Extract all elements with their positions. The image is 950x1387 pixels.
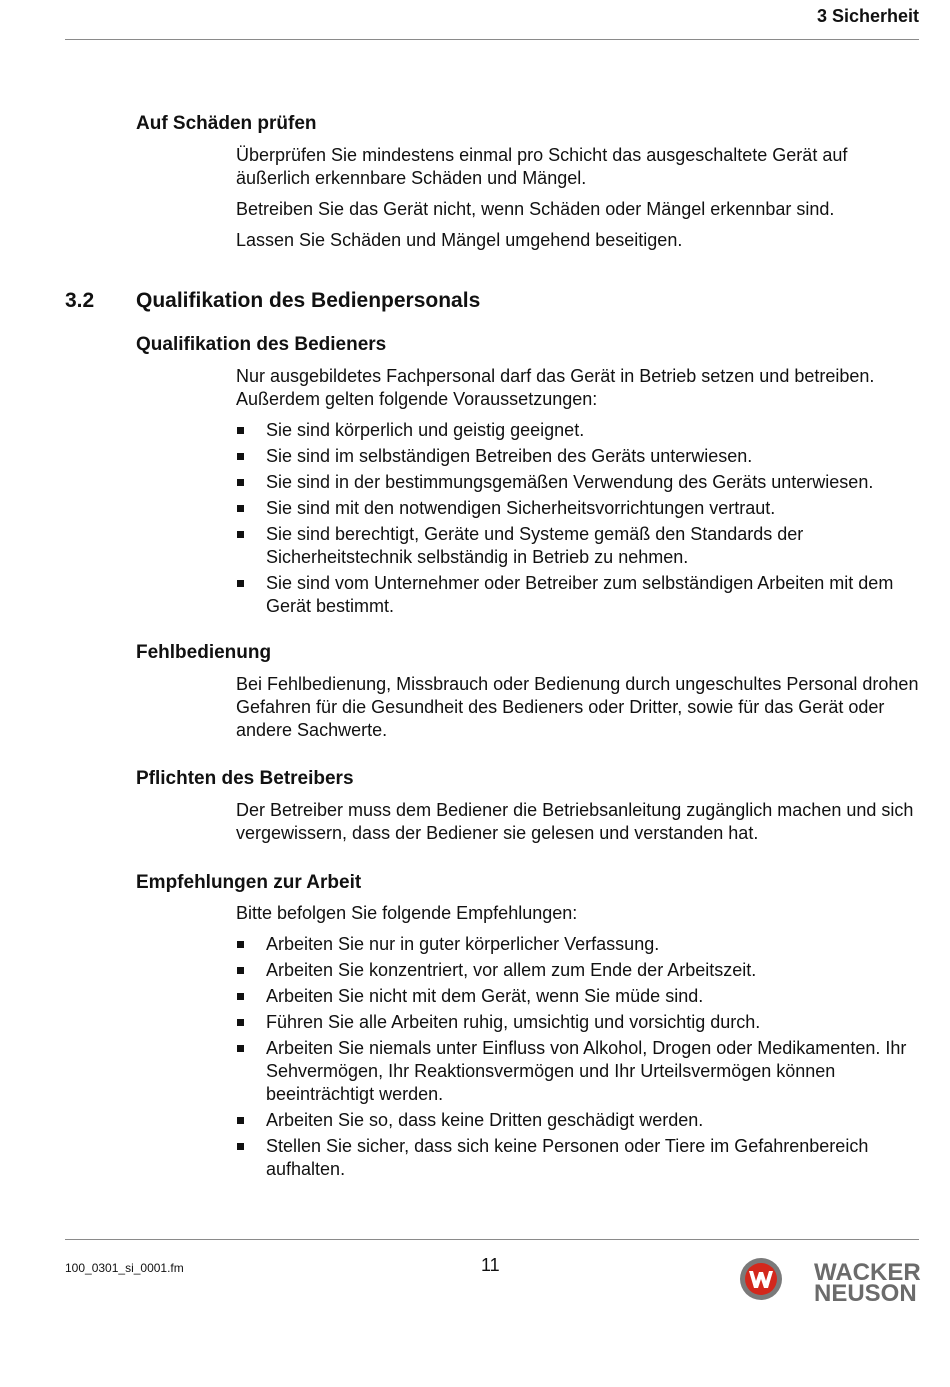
list-item-text: Stellen Sie sicher, dass sich keine Personen oder Tiere im Gefahrenbereich aufhalten. xyxy=(266,1136,869,1179)
bullet-square-icon xyxy=(237,531,244,538)
check-damage-paragraph: Betreiben Sie das Gerät nicht, wenn Schäden oder Mängel erkennbar sind. xyxy=(236,199,835,219)
list-item xyxy=(236,523,926,569)
list-item-text: Arbeiten Sie nicht mit dem Gerät, wenn Sie müde sind. xyxy=(266,986,704,1006)
list-item-text: Führen Sie alle Arbeiten ruhig, umsichtig und vorsichtig durch. xyxy=(266,1012,761,1032)
list-item xyxy=(236,985,926,1008)
list-item-text: Sie sind im selbständigen Betreiben des Geräts unterwiesen. xyxy=(266,446,753,466)
list-item-text: Sie sind in der bestimmungsgemäßen Verwendung des Geräts unterwiesen. xyxy=(266,472,874,492)
operator-qualification-heading: Qualifikation des Bedieners xyxy=(136,334,387,355)
operator-duties-heading: Pflichten des Betreibers xyxy=(136,768,354,789)
bullet-square-icon xyxy=(237,967,244,974)
bullet-square-icon xyxy=(237,1143,244,1150)
section-title: Qualifikation des Bedienpersonals xyxy=(136,289,481,312)
bullet-square-icon xyxy=(237,479,244,486)
check-damage-body xyxy=(236,144,926,252)
list-item xyxy=(236,497,926,520)
list-item-text: Arbeiten Sie konzentriert, vor allem zum Ende der Arbeitszeit. xyxy=(266,960,757,980)
list-item xyxy=(236,471,926,494)
list-item xyxy=(236,1109,926,1132)
bullet-square-icon xyxy=(237,941,244,948)
operator-duties-text: Der Betreiber muss dem Bediener die Betriebsanleitung zugänglich machen und sich vergewissern, dass der Bediener sie gelesen und verstanden hat. xyxy=(236,800,914,843)
operator-duties-body xyxy=(236,799,926,845)
list-item xyxy=(236,1011,926,1034)
list-item-text: Arbeiten Sie so, dass keine Dritten geschädigt werden. xyxy=(266,1110,704,1130)
list-item-text: Arbeiten Sie niemals unter Einfluss von Alkohol, Drogen oder Medikamenten. Ihr Sehvermögen, Ihr Reaktionsvermögen und Ihr Urteilsvermögen können beeinträchtigt werden. xyxy=(266,1038,907,1104)
wacker-neuson-emblem-icon xyxy=(738,1256,784,1302)
bullet-square-icon xyxy=(237,993,244,1000)
list-item-text: Sie sind mit den notwendigen Sicherheitsvorrichtungen vertraut. xyxy=(266,498,776,518)
list-item xyxy=(236,572,926,618)
bullet-square-icon xyxy=(237,453,244,460)
list-item xyxy=(236,959,926,982)
misuse-heading: Fehlbedienung xyxy=(136,642,272,663)
header-rule xyxy=(65,39,919,40)
operator-qualification-list xyxy=(236,419,926,618)
list-item-text: Sie sind körperlich und geistig geeignet. xyxy=(266,420,585,440)
operator-qualification-body xyxy=(236,365,926,621)
operator-qualification-intro: Nur ausgebildetes Fachpersonal darf das Gerät in Betrieb setzen und betreiben. Außerdem gelten folgende Voraussetzungen: xyxy=(236,366,875,409)
list-item xyxy=(236,1037,926,1106)
logo-word-wacker: WACKER xyxy=(814,1259,921,1286)
check-damage-heading: Auf Schäden prüfen xyxy=(136,113,317,134)
check-damage-paragraph: Überprüfen Sie mindestens einmal pro Schicht das ausgeschaltete Gerät auf äußerlich erkennbare Schäden und Mängel. xyxy=(236,145,848,188)
list-item xyxy=(236,445,926,468)
bullet-square-icon xyxy=(237,1019,244,1026)
chapter-header: 3 Sicherheit xyxy=(816,6,919,26)
work-recommendations-body xyxy=(236,902,926,1184)
bullet-square-icon xyxy=(237,427,244,434)
misuse-text: Bei Fehlbedienung, Missbrauch oder Bedienung durch ungeschultes Personal drohen Gefahren für die Gesundheit des Bedieners oder Dritter, sowie für das Gerät oder andere Sachwerte. xyxy=(236,674,919,740)
list-item xyxy=(236,419,926,442)
list-item-text: Sie sind vom Unternehmer oder Betreiber zum selbständigen Arbeiten mit dem Gerät bestimmt. xyxy=(266,573,894,616)
logo-word-neuson: NEUSON xyxy=(814,1280,917,1307)
bullet-square-icon xyxy=(237,505,244,512)
bullet-square-icon xyxy=(237,1117,244,1124)
list-item-text: Arbeiten Sie nur in guter körperlicher Verfassung. xyxy=(266,934,660,954)
page-number: 11 xyxy=(481,1255,500,1275)
footer-filename: 100_0301_si_0001.fm xyxy=(65,1261,184,1275)
work-recommendations-list xyxy=(236,933,926,1181)
check-damage-paragraph: Lassen Sie Schäden und Mängel umgehend beseitigen. xyxy=(236,230,683,250)
list-item xyxy=(236,933,926,956)
section-number: 3.2 xyxy=(65,289,95,312)
misuse-body xyxy=(236,673,926,742)
bullet-square-icon xyxy=(237,580,244,587)
footer-rule xyxy=(65,1239,919,1240)
list-item-text: Sie sind berechtigt, Geräte und Systeme gemäß den Standards der Sicherheitstechnik selbständig in Betrieb zu nehmen. xyxy=(266,524,804,567)
work-recommendations-heading: Empfehlungen zur Arbeit xyxy=(136,872,362,893)
bullet-square-icon xyxy=(237,1045,244,1052)
list-item xyxy=(236,1135,926,1181)
work-recommendations-intro: Bitte befolgen Sie folgende Empfehlungen: xyxy=(236,903,578,923)
